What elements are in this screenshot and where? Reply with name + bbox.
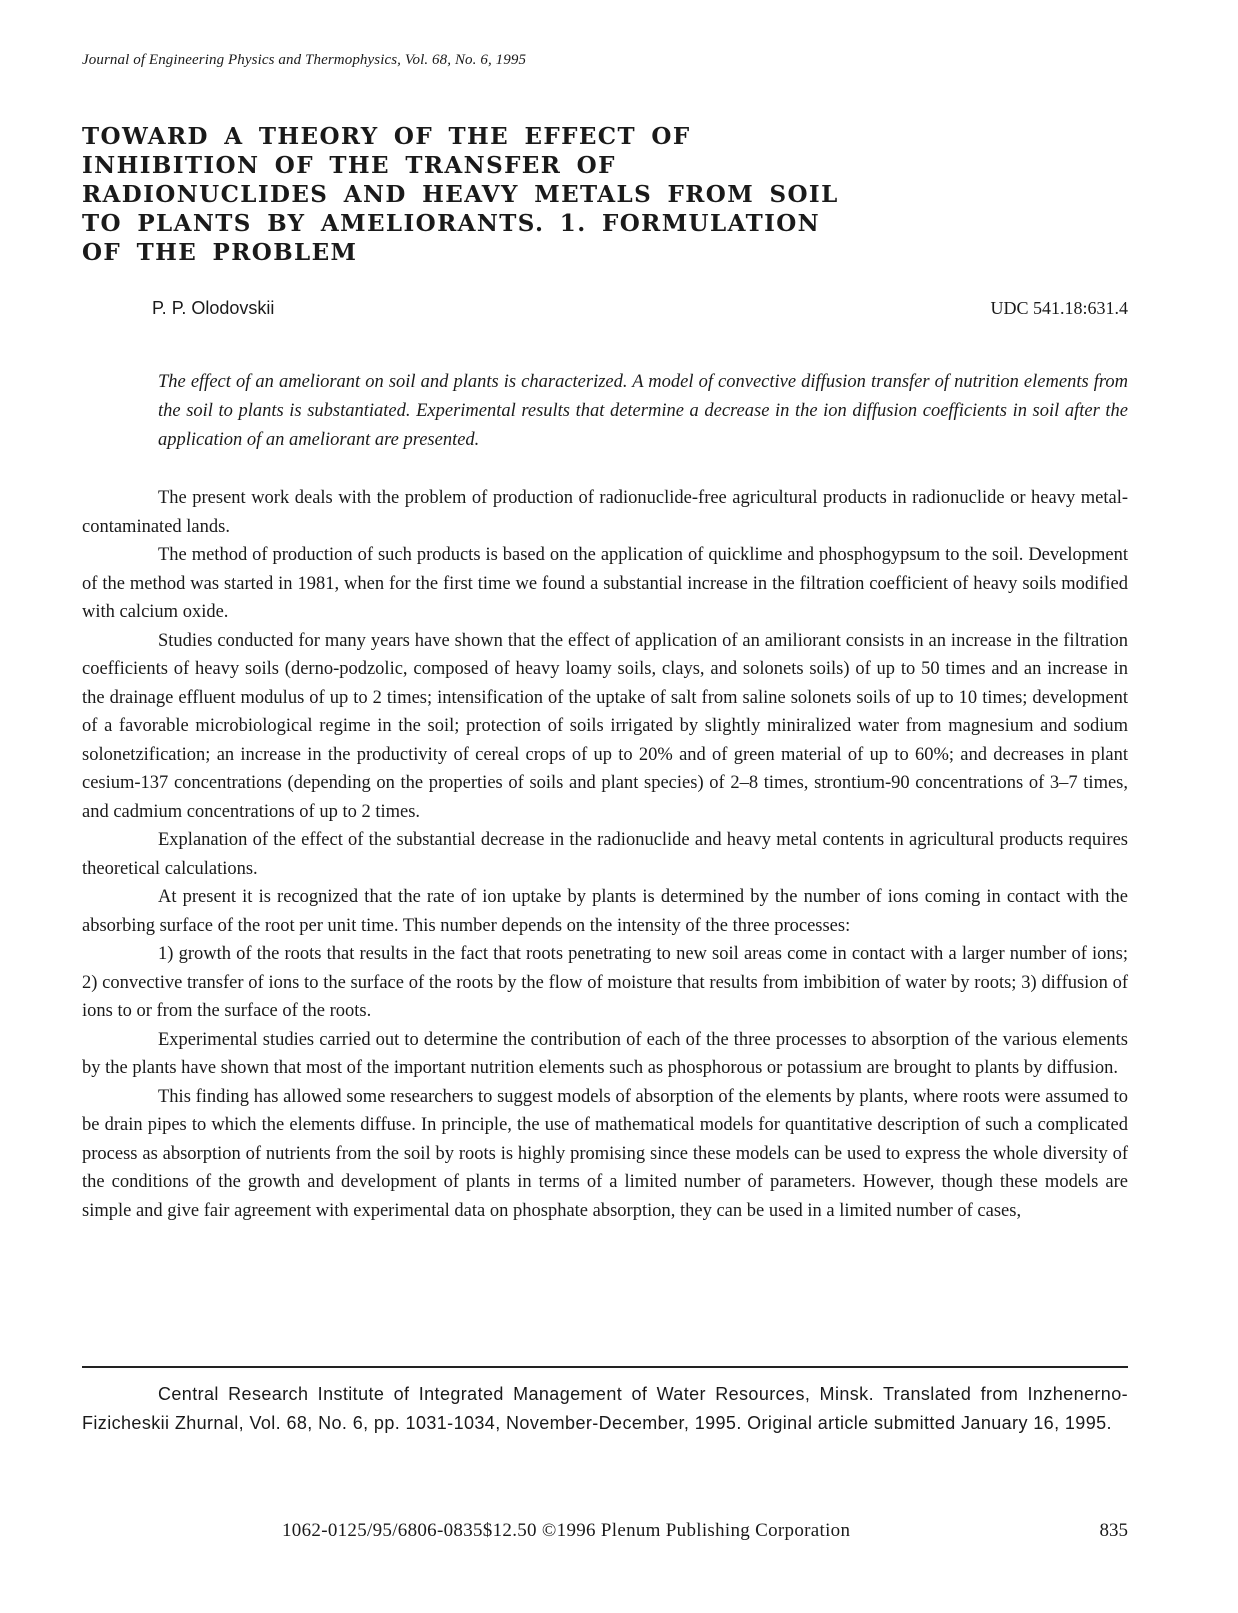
article-title: TOWARD A THEORY OF THE EFFECT OF INHIBITION OF THE TRANSFER OF RADIONUCLIDES AND HEAVY METALS FROM SOIL TO PLANTS BY AMELIORANTS. 1. FORMULATION OF THE PROBLEM bbox=[82, 123, 839, 266]
paragraph: The method of production of such products is based on the application of quicklime and phosphogypsum to the soil. Development of the method was started in 1981, when for the first time we found a substantial increase in the filtration coefficient of heavy soils modified with calcium oxide. bbox=[82, 545, 1128, 622]
paragraph: 1) growth of the roots that results in the fact that roots penetrating to new soil areas come in contact with a larger number of ions; 2) convective transfer of ions to the surface of the roots by the flow of moisture that results from imbibition of water by roots; 3) diffusion of ions to or from the surface of the roots. bbox=[82, 944, 1128, 1021]
journal-header: Journal of Engineering Physics and Thermophysics, Vol. 68, No. 6, 1995 bbox=[82, 52, 527, 68]
paragraph: Studies conducted for many years have shown that the effect of application of an amiliorant consists in an increase in the filtration coefficients of heavy soils (derno-podzolic, composed of heavy loamy soils, clays, and solonets soils) of up to 50 times and an increase in the drainage effluent modulus of up to 2 times; intensification of the uptake of salt from saline solonets soils of up to 10 times; development of a favorable microbiological regime in the soil; protection of soils irrigated by slightly miniralized water from magnesium and sodium solonetzification; an increase in the productivity of cereal crops of up to 20% and of green material of up to 60%; and decreases in plant cesium-137 concentrations (depending on the properties of soils and plant species) of 2–8 times, strontium-90 concentrations of 3–7 times, and cadmium concentrations of up to 2 times. bbox=[82, 630, 1128, 822]
paragraph: The present work deals with the problem of production of radionuclide-free agricultural products in radionuclide or heavy metal-contaminated lands. bbox=[82, 488, 1128, 537]
page-number: 835 bbox=[1099, 1520, 1128, 1541]
footnote-divider bbox=[82, 1366, 1128, 1368]
author-name: P. P. Olodovskii bbox=[152, 298, 275, 318]
paragraph: Explanation of the effect of the substantial decrease in the radionuclide and heavy metal contents in agricultural products requires theoretical calculations. bbox=[82, 830, 1128, 879]
abstract: The effect of an ameliorant on soil and plants is characterized. A model of convective diffusion transfer of nutrition elements from the soil to plants is substantiated. Experimental results that determine a decrease in the ion diffusion coefficients in soil after the application of an ameliorant are presented. bbox=[158, 372, 1128, 450]
paragraph: At present it is recognized that the rate of ion uptake by plants is determined by the number of ions coming in contact with the absorbing surface of the root per unit time. This number depends on the intensity of the three processes: bbox=[82, 887, 1128, 936]
body-text bbox=[82, 484, 1128, 1225]
udc-code: UDC 541.18:631.4 bbox=[990, 298, 1128, 318]
footnote: Central Research Institute of Integrated Management of Water Resources, Minsk. Translated from Inzhenerno-Fizicheskii Zhurnal, Vol. 68, No. 6, pp. 1031-1034, November-December, 1995. Original article submitted January 16, 1995. bbox=[82, 1384, 1128, 1433]
copyright-line: 1062-0125/95/6806-0835$12.50 ©1996 Plenum Publishing Corporation bbox=[282, 1520, 851, 1541]
paragraph: Experimental studies carried out to determine the contribution of each of the three processes to absorption of the various elements by the plants have shown that most of the important nutrition elements such as phosphorous or potassium are brought to plants by diffusion. bbox=[82, 1029, 1128, 1078]
paragraph: This finding has allowed some researchers to suggest models of absorption of the elements by plants, where roots were assumed to be drain pipes to which the elements diffuse. In principle, the use of mathematical models for quantitative description of such a complicated process as absorption of nutrients from the soil by roots is highly promising since these models can be used to express the whole diversity of the conditions of the growth and development of plants in terms of a limited number of parameters. However, though these models are simple and give fair agreement with experimental data on phosphate absorption, they can be used in a limited number of cases, bbox=[82, 1086, 1128, 1221]
